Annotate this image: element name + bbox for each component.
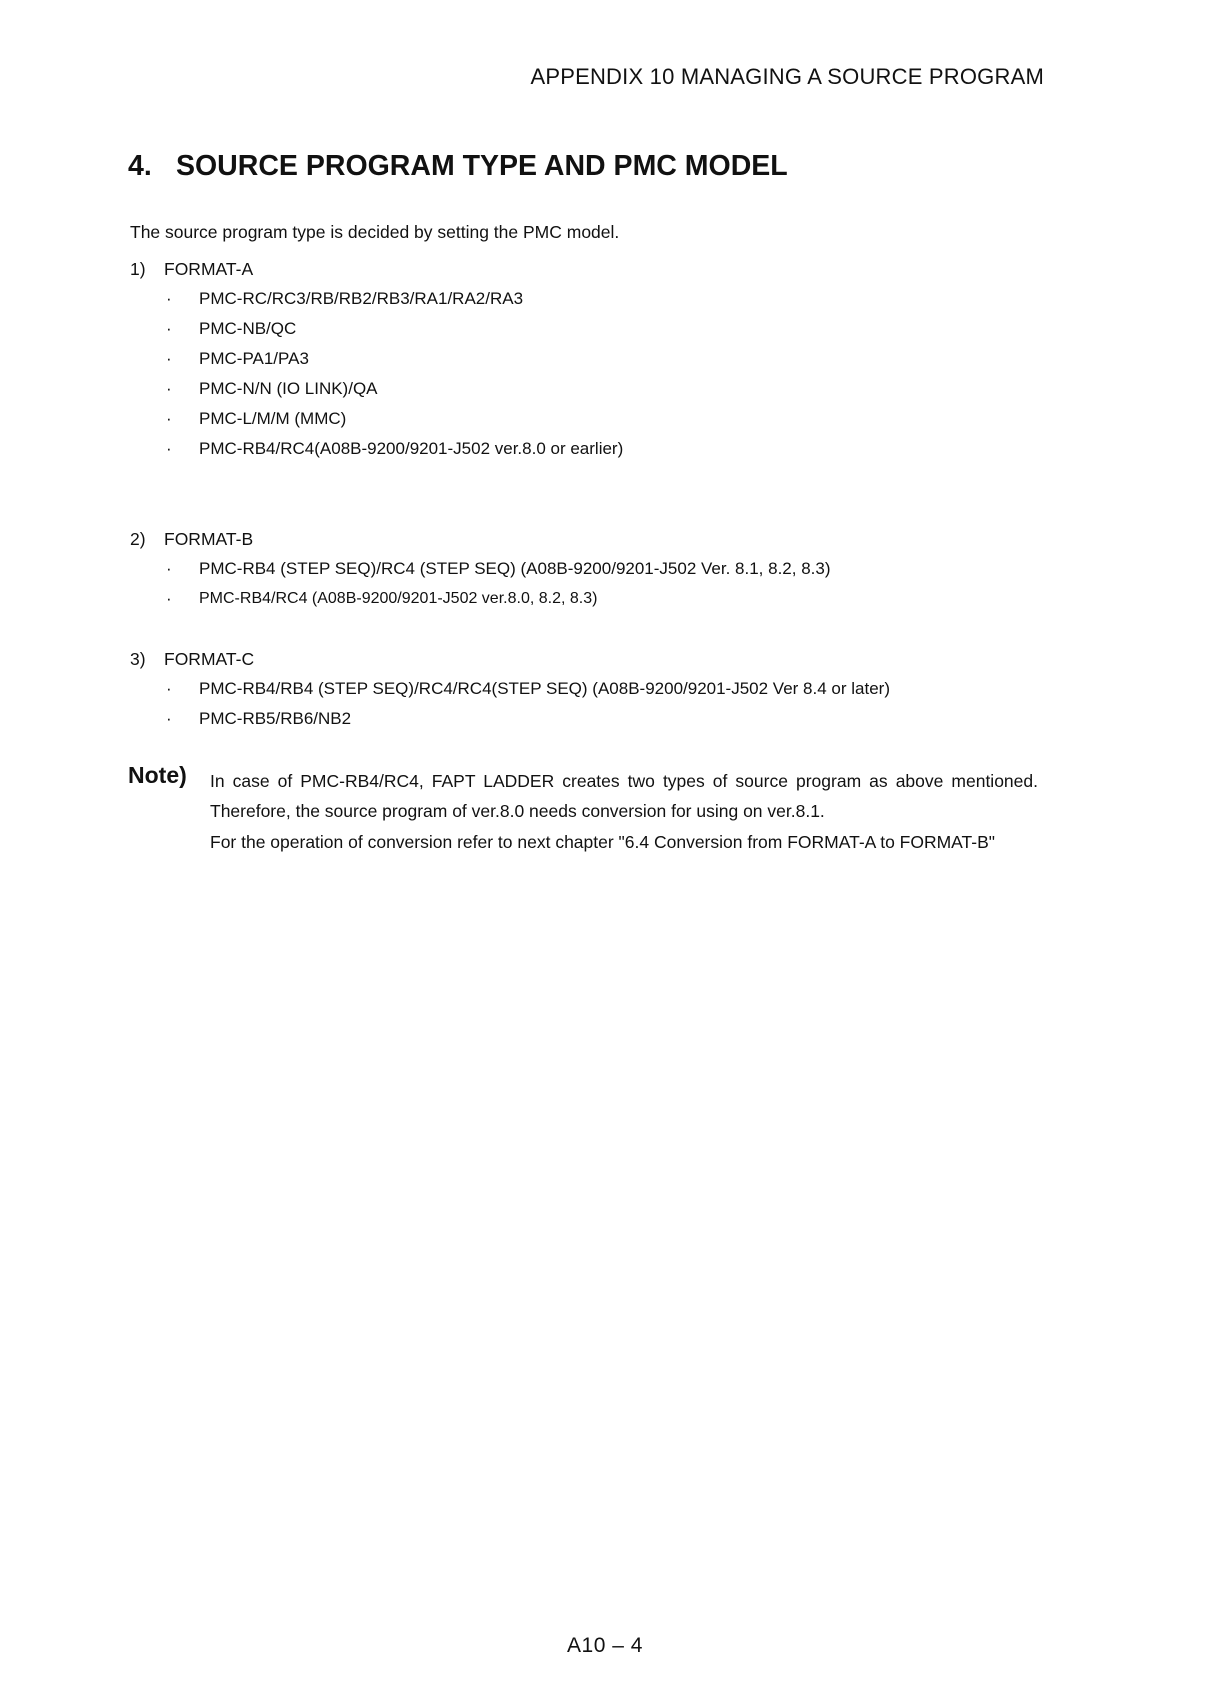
format-name: FORMAT-B (164, 529, 254, 549)
list-item-text: PMC-RB4/RC4(A08B-9200/9201-J502 ver.8.0 or earlier) (199, 439, 624, 458)
format-block-c (130, 644, 1050, 734)
list-item (130, 674, 1050, 704)
bullet-dot: · (166, 589, 172, 608)
list-item (130, 344, 1050, 374)
list-item-text: PMC-NB/QC (199, 319, 297, 338)
list-item-text: PMC-L/M/M (MMC) (199, 409, 347, 428)
list-item (130, 404, 1050, 434)
list-item (130, 374, 1050, 404)
list-item (130, 314, 1050, 344)
bullet-dot: · (166, 679, 172, 698)
format-label (130, 644, 1050, 674)
note-label: Note) (128, 762, 187, 788)
bullet-dot: · (166, 709, 172, 728)
bullet-dot: · (166, 349, 172, 368)
section-title-text: SOURCE PROGRAM TYPE AND PMC MODEL (176, 150, 788, 182)
list-item-text: PMC-RB4/RC4 (A08B-9200/9201-J502 ver.8.0, 8.2, 8.3) (199, 590, 598, 607)
list-item-text: PMC-RB5/RB6/NB2 (199, 709, 352, 728)
bullet-dot: · (166, 289, 172, 308)
list-item (130, 434, 1050, 464)
format-name: FORMAT-A (164, 259, 254, 279)
bullet-dot: · (166, 559, 172, 578)
bullet-dot: · (166, 409, 172, 428)
page-number: A10 – 4 (567, 1634, 643, 1657)
list-item-text: PMC-RB4/RB4 (STEP SEQ)/RC4/RC4(STEP SEQ) (A08B-9200/9201-J502 Ver 8.4 or later) (199, 679, 890, 698)
list-item (130, 584, 1050, 614)
bullet-dot: · (166, 439, 172, 458)
list-item (130, 554, 1050, 584)
model-list (130, 674, 1050, 734)
format-name: FORMAT-C (164, 649, 255, 669)
note-paragraph: In case of PMC-RB4/RC4, FAPT LADDER creates two types of source program as above mentioned. Therefore, the source program of ver.8.0 needs conversion for using on ver.8.1. (210, 771, 1038, 821)
list-item (130, 284, 1050, 314)
model-list (130, 554, 1050, 614)
format-number: 2) (130, 529, 146, 549)
format-label (130, 524, 1050, 554)
format-number: 1) (130, 259, 146, 279)
note-block (128, 762, 1038, 857)
running-header: APPENDIX 10 MANAGING A SOURCE PROGRAM (530, 64, 1044, 89)
intro-paragraph: The source program type is decided by setting the PMC model. (130, 222, 620, 242)
list-item-text: PMC-N/N (IO LINK)/QA (199, 379, 378, 398)
note-body (210, 766, 1038, 857)
model-list (130, 284, 1050, 464)
section-number: 4. (128, 150, 152, 182)
bullet-dot: · (166, 379, 172, 398)
list-item-text: PMC-RB4 (STEP SEQ)/RC4 (STEP SEQ) (A08B-9200/9201-J502 Ver. 8.1, 8.2, 8.3) (199, 559, 831, 578)
format-number: 3) (130, 649, 146, 669)
bullet-dot: · (166, 319, 172, 338)
format-block-a (130, 254, 1050, 464)
section-title (128, 150, 788, 183)
format-label (130, 254, 1050, 284)
format-block-b (130, 524, 1050, 614)
list-item (130, 704, 1050, 734)
list-item-text: PMC-RC/RC3/RB/RB2/RB3/RA1/RA2/RA3 (199, 289, 524, 308)
note-paragraph: For the operation of conversion refer to next chapter "6.4 Conversion from FORMAT-A to FORMAT-B" (210, 832, 995, 852)
list-item-text: PMC-PA1/PA3 (199, 349, 309, 368)
